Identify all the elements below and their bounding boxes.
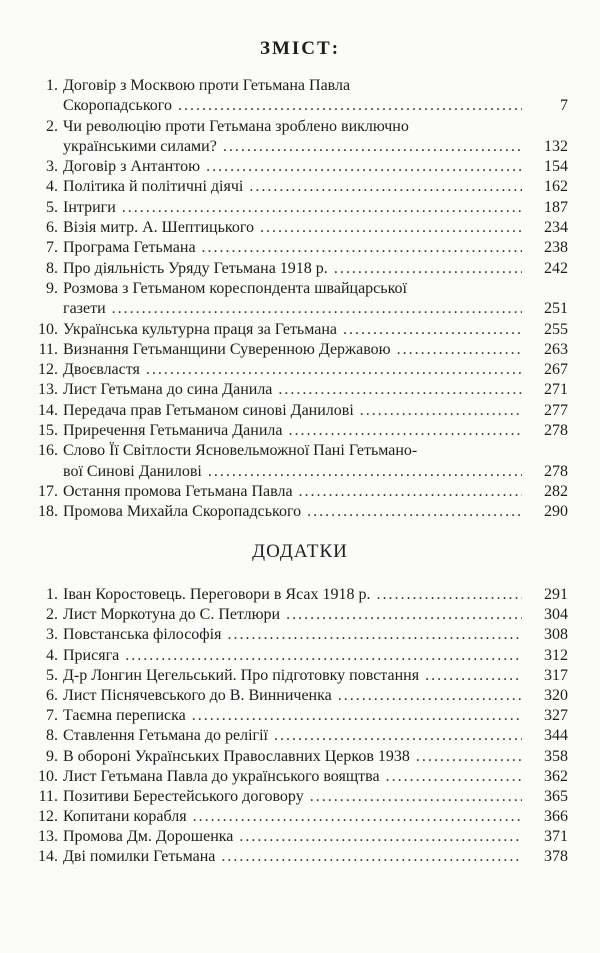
entry-title: Візія митр. А. Шептицького [63, 219, 255, 237]
entry-title: Лист Піснячевського до В. Винниченка [63, 686, 332, 704]
entry-title: газети [63, 300, 106, 318]
page-number: 320 [544, 686, 568, 704]
entry-title: Іван Коростовець. Переговори в Ясах 1918 р. [63, 586, 371, 603]
page-number: 291 [544, 586, 568, 603]
entry-number: 7. [46, 239, 58, 257]
entry-number: 17. [38, 482, 58, 500]
toc-entry [28, 483, 568, 503]
toc-title: ЗМІСТ: [259, 38, 341, 59]
page-number: 366 [544, 808, 568, 826]
toc-entry [28, 361, 568, 381]
page-number: 242 [544, 259, 568, 277]
dot-leader [227, 626, 522, 644]
entry-title: Українська культурна праця за Гетьмана [63, 320, 338, 338]
appendix-entry [28, 848, 568, 868]
dot-leader [178, 97, 522, 115]
entry-title: Промова Михайла Скоропадського [63, 503, 302, 521]
entry-number: 8. [46, 259, 58, 277]
toc-entry [28, 402, 568, 422]
dot-leader [249, 178, 522, 196]
entry-title: Копитани корабля [63, 808, 187, 826]
entry-line [28, 727, 568, 747]
entry-line [28, 97, 568, 117]
dot-leader [338, 687, 522, 705]
toc-entry [28, 77, 568, 118]
page-number: 282 [544, 482, 568, 500]
entry-title: Чи революцію проти Гетьмана зроблено виключно [63, 117, 409, 135]
entry-title: вої Синові Данилові [63, 462, 202, 480]
dot-leader [376, 586, 522, 604]
dot-leader [310, 788, 522, 806]
toc-list [28, 77, 568, 524]
entry-line [28, 626, 568, 646]
entry-line [28, 463, 568, 483]
entry-line [28, 647, 568, 667]
page-number: 263 [544, 340, 568, 358]
dot-leader [289, 422, 523, 440]
entry-title: Д-р Лонгин Цегельський. Про підготовку повстання [63, 666, 420, 684]
page-number: 154 [544, 158, 568, 176]
page-number: 277 [544, 401, 568, 419]
entry-line [28, 687, 568, 707]
dot-leader [334, 260, 522, 278]
appendix-entry [28, 687, 568, 707]
entry-line [28, 503, 568, 523]
dot-leader [260, 219, 522, 237]
dot-leader [397, 341, 522, 359]
toc-entry [28, 178, 568, 198]
entry-number: 7. [46, 707, 58, 725]
entry-line [28, 788, 568, 808]
page-number: 267 [544, 361, 568, 379]
dot-leader [206, 158, 522, 176]
dot-leader [192, 707, 522, 725]
entry-line [28, 219, 568, 239]
page-number: 7 [560, 97, 568, 115]
toc-entry [28, 219, 568, 239]
entry-number: 3. [46, 626, 58, 644]
page-number: 251 [544, 300, 568, 318]
entry-number: 8. [46, 727, 58, 745]
appendix-entry [28, 626, 568, 646]
entry-title: українськими силами? [63, 137, 217, 155]
entry-title: Ставлення Гетьмана до релігії [63, 727, 268, 745]
entry-line [28, 178, 568, 198]
appendix-entry [28, 727, 568, 747]
entry-line [28, 280, 568, 300]
toc-entry [28, 260, 568, 280]
entry-title: Скоропадського [63, 97, 172, 115]
appendix-entry [28, 748, 568, 768]
dot-leader [112, 300, 522, 318]
entry-number: 3. [46, 158, 58, 176]
entry-title: В обороні Українських Православних Церков 1938 [63, 747, 410, 765]
appendix-entry [28, 647, 568, 667]
page-number: 238 [544, 239, 568, 257]
dot-leader [223, 138, 522, 156]
page-number: 308 [544, 626, 568, 644]
appendix-entry [28, 788, 568, 808]
entry-number: 10. [38, 767, 58, 785]
entry-title: Лист Гетьмана Павла до українського воящтва [63, 767, 380, 785]
dot-leader [307, 503, 522, 521]
entry-title: Таємна переписка [63, 707, 186, 725]
page-number: 187 [544, 198, 568, 216]
appendix-list [28, 586, 568, 869]
appendix-entry [28, 586, 568, 606]
entry-line [28, 748, 568, 768]
toc-entry [28, 280, 568, 321]
entry-number: 1. [46, 586, 58, 603]
appendix-entry [28, 707, 568, 727]
page-number: 362 [544, 767, 568, 785]
page-number: 312 [544, 646, 568, 664]
page-number: 317 [544, 666, 568, 684]
page-number: 278 [544, 462, 568, 480]
page-number: 255 [544, 320, 568, 338]
appendix-entry [28, 808, 568, 828]
entry-title: Дві помилки Гетьмана [63, 848, 216, 866]
entry-number: 4. [46, 646, 58, 664]
entry-number: 11. [38, 787, 58, 805]
dot-leader [202, 239, 522, 257]
dot-leader [278, 381, 522, 399]
appendix-entry [28, 606, 568, 626]
entry-line [28, 768, 568, 788]
dot-leader [299, 483, 522, 501]
entry-line [28, 606, 568, 626]
entry-number: 9. [46, 279, 58, 297]
dot-leader [360, 402, 522, 420]
toc-entry [28, 239, 568, 259]
entry-line [28, 300, 568, 320]
entry-number: 10. [38, 320, 58, 338]
toc-entry [28, 442, 568, 483]
dot-leader [343, 321, 522, 339]
page-number: 327 [544, 707, 568, 725]
entry-line [28, 138, 568, 158]
page-number: 304 [544, 606, 568, 624]
dot-leader [274, 727, 522, 745]
entry-title: Повстанська філософія [63, 626, 222, 644]
entry-number: 5. [46, 198, 58, 216]
entry-line [28, 586, 568, 606]
entry-title: Позитиви Берестейського договору [63, 787, 304, 805]
dot-leader [416, 748, 522, 766]
toc-entry [28, 503, 568, 523]
toc-entry [28, 321, 568, 341]
entry-number: 13. [38, 381, 58, 399]
page-number: 132 [544, 137, 568, 155]
entry-number: 18. [38, 503, 58, 521]
page-number: 271 [544, 381, 568, 399]
entry-line [28, 808, 568, 828]
entry-line [28, 667, 568, 687]
entry-number: 14. [38, 401, 58, 419]
dot-leader [193, 808, 522, 826]
entry-line [28, 828, 568, 848]
entry-line [28, 707, 568, 727]
entry-line [28, 239, 568, 259]
dot-leader [239, 828, 522, 846]
page-number: 365 [544, 787, 568, 805]
dot-leader [425, 667, 522, 685]
dot-leader [146, 361, 522, 379]
appendix-entry [28, 768, 568, 788]
dot-leader [208, 463, 522, 481]
page-number: 358 [544, 747, 568, 765]
entry-number: 2. [46, 117, 58, 135]
toc-entry [28, 199, 568, 219]
toc-entry [28, 158, 568, 178]
entry-title: Договір з Москвою проти Гетьмана Павла [63, 77, 351, 94]
entry-number: 14. [38, 848, 58, 866]
entry-line [28, 422, 568, 442]
page-number: 162 [544, 178, 568, 196]
entry-title: Політика й політичні діячі [63, 178, 244, 196]
entry-title: Остання промова Гетьмана Павла [63, 482, 293, 500]
entry-title: Визнання Гетьманщини Суверенною Державою [63, 340, 391, 358]
appendix-entry [28, 828, 568, 848]
toc-entry [28, 422, 568, 442]
entry-title: Інтриги [63, 198, 116, 216]
page-number: 371 [544, 828, 568, 846]
entry-title: Слово Її Світлости Ясновельможної Пані Гетьмано- [63, 442, 418, 460]
entry-number: 13. [38, 828, 58, 846]
entry-number: 6. [46, 219, 58, 237]
toc-entry [28, 118, 568, 159]
entry-line [28, 361, 568, 381]
entry-number: 12. [38, 361, 58, 379]
entry-title: Лист Гетьмана до сина Данила [63, 381, 273, 399]
dot-leader [122, 199, 522, 217]
entry-line [28, 260, 568, 280]
entry-line [28, 381, 568, 401]
dot-leader [125, 647, 522, 665]
entry-line [28, 402, 568, 422]
entry-line [28, 158, 568, 178]
entry-line [28, 483, 568, 503]
entry-line [28, 442, 568, 462]
page-number: 234 [544, 219, 568, 237]
appendix-entry [28, 667, 568, 687]
entry-title: Програма Гетьмана [63, 239, 196, 257]
page-number: 344 [544, 727, 568, 745]
page-number: 378 [544, 848, 568, 866]
entry-number: 5. [46, 666, 58, 684]
dot-leader [221, 848, 522, 866]
appendix-title: ДОДАТКИ [252, 541, 348, 562]
entry-title: Промова Дм. Дорошенка [63, 828, 234, 846]
page-number: 278 [544, 422, 568, 440]
entry-number: 1. [46, 77, 58, 94]
entry-title: Про діяльність Уряду Гетьмана 1918 р. [63, 259, 328, 277]
entry-line [28, 848, 568, 868]
entry-line [28, 321, 568, 341]
entry-number: 9. [46, 747, 58, 765]
dot-leader [386, 768, 522, 786]
entry-number: 15. [38, 422, 58, 440]
entry-title: Лист Моркотуна до С. Петлюри [63, 606, 281, 624]
page-number: 290 [544, 503, 568, 521]
dot-leader [286, 606, 522, 624]
entry-line [28, 118, 568, 138]
entry-title: Договір з Антантою [63, 158, 201, 176]
entry-number: 16. [38, 442, 58, 460]
entry-title: Двоєвластя [63, 361, 140, 379]
entry-number: 12. [38, 808, 58, 826]
entry-number: 2. [46, 606, 58, 624]
entry-line [28, 199, 568, 219]
entry-line [28, 341, 568, 361]
toc-entry [28, 341, 568, 361]
entry-number: 11. [38, 340, 58, 358]
entry-line [28, 77, 568, 97]
entry-title: Розмова з Гетьманом кореспондента швайцарської [63, 279, 407, 297]
toc-entry [28, 381, 568, 401]
entry-title: Приречення Гетьманича Данила [63, 422, 283, 440]
entry-title: Присяга [63, 646, 120, 664]
entry-title: Передача прав Гетьманом синові Данилові [63, 401, 354, 419]
entry-number: 6. [46, 686, 58, 704]
entry-number: 4. [46, 178, 58, 196]
